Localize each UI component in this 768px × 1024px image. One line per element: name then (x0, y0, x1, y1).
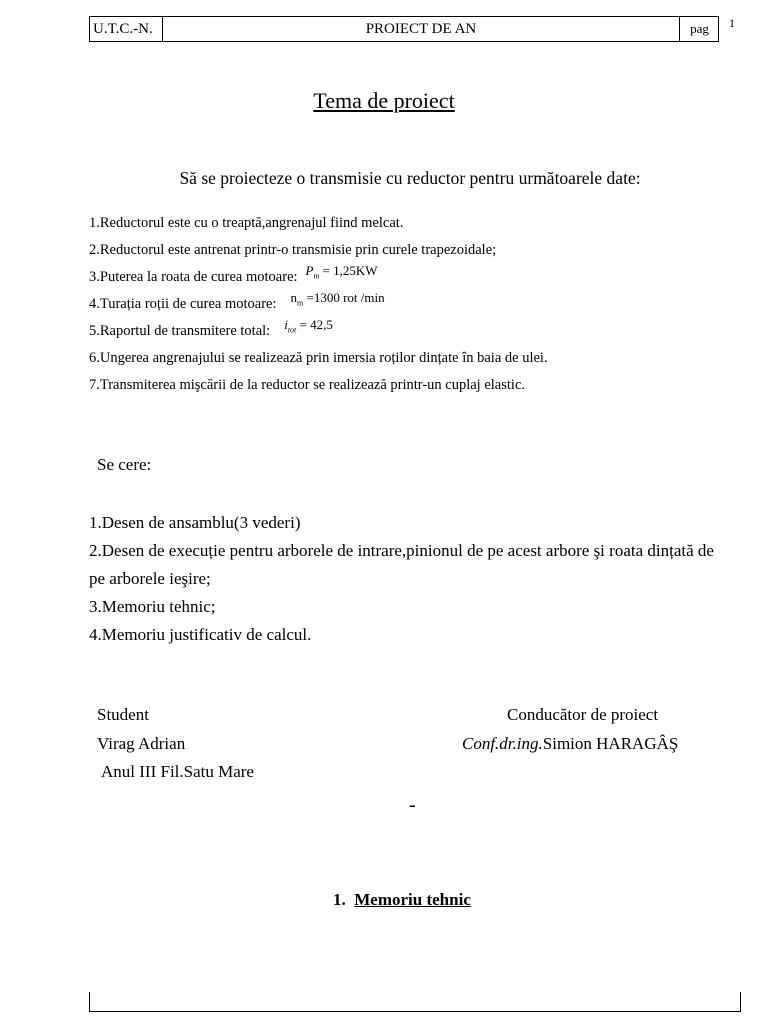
page-number: 1 (729, 16, 735, 30)
header-page-label: pag (679, 17, 719, 41)
supervisor-name: Simion HARAGÂŞ (542, 734, 679, 753)
list-item: 5.Raportul de transmitere total: $i_{tot} = 42,5$ (89, 317, 333, 339)
supervisor-label: Conducător de proiect (507, 705, 659, 724)
page-header (89, 16, 719, 42)
requirements-list (89, 509, 729, 649)
list-item: 4.Turația roții de curea motoare: $n_m =1300$ rot /min (89, 290, 385, 312)
ratio-formula: $i_{tot} = 42,5$ (284, 317, 333, 335)
list-item: 2.Reductorul este antrenat printr-o transmisie prin curele trapezoidale; (89, 242, 497, 258)
list-item: 1.Reductorul este cu o treaptă,angrenajul fiind melcat. (89, 215, 404, 231)
supervisor-name-line (462, 734, 678, 754)
power-formula: $P_m = 1,25KW$ (305, 263, 378, 281)
student-year: Anul III Fil.Satu Mare (101, 762, 254, 781)
header-title: PROIECT DE AN (365, 21, 477, 37)
section-number: 1. (333, 890, 346, 909)
student-name: Virag Adrian (97, 734, 186, 753)
intro-sentence: Să se proiecteze o transmisie cu reductor pentru următoarele date: (179, 168, 641, 188)
list-item: 4.Memoriu justificativ de calcul. (89, 625, 312, 644)
list-item: 3.Memoriu tehnic; (89, 597, 216, 616)
list-item: 6.Ungerea angrenajului se realizează prin imersia roților dințate în baia de ulei. (89, 350, 548, 366)
list-item: 7.Transmiterea mişcării de la reductor se realizează printr-un cuplaj elastic. (89, 377, 525, 393)
page-footer-frame (89, 992, 741, 1012)
list-item: 2.Desen de execuție pentru arborele de intrare,pinionul de pe acest arbore şi roata dințată de pe arborele ieşire; (89, 541, 714, 588)
supervisor-title: Conf.dr.ing. (462, 734, 543, 753)
design-data-list (89, 211, 548, 400)
list-item: 3.Puterea la roata de curea motoare: $P_m = 1,25KW$ (89, 263, 378, 285)
document-title: Tema de proiect (313, 88, 455, 113)
section-title: Memoriu tehnic (354, 890, 471, 909)
requirements-heading: Se cere: (97, 455, 152, 474)
speed-formula: $n_m =1300$ rot /min (290, 290, 385, 308)
separator-dash: - (409, 794, 416, 816)
header-institution: U.T.C.-N. (90, 17, 163, 41)
section-heading (333, 890, 471, 910)
student-label: Student (97, 705, 149, 724)
list-item: 1.Desen de ansamblu(3 vederi) (89, 513, 301, 532)
